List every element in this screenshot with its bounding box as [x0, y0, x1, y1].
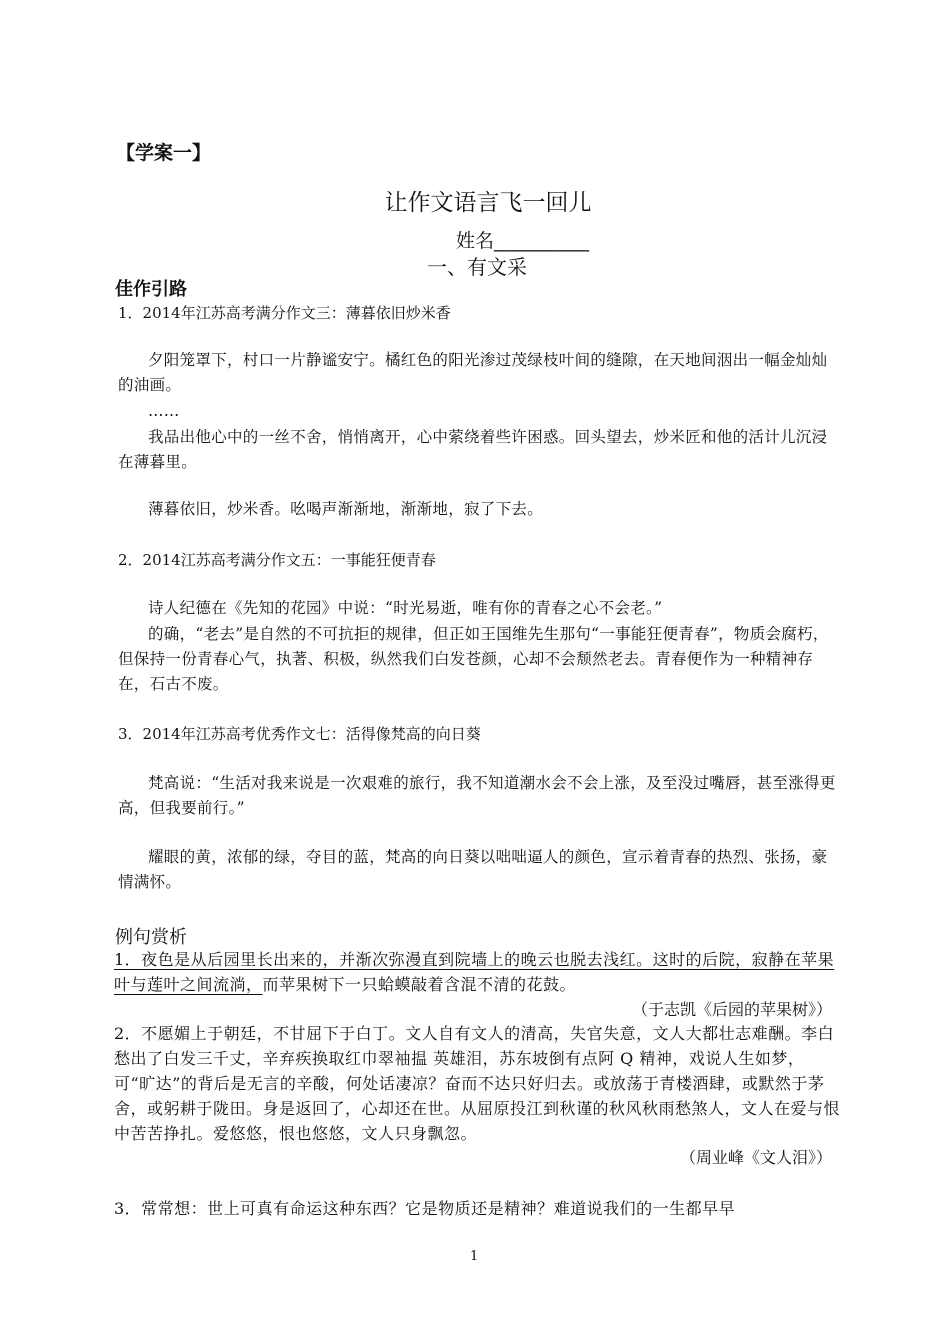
- example-2-source: （周业峰《文人泪》）: [679, 1148, 832, 1167]
- essay-2-paragraph-2: 的确，“老去”是自然的不可抗拒的规律，但正如王国维先生那句“一事能狂便青春”，物质会腐朽，但保持一份青春心气，执著、积极，纵然我们白发苍颜，心却不会颓然老去。青春便作为一种精神存在，石古不废。: [118, 625, 829, 693]
- example-1: [114, 947, 842, 997]
- essay-3-paragraph-1: 梵高说：“生活对我来说是一次艰难的旅行，我不知道潮水会不会上涨，及至没过嘴唇，甚至涨得更高，但我要前行。”: [118, 774, 836, 817]
- essay-1-paragraph-3: 薄暮依旧，炒米香。吆喝声渐渐地，渐渐地，寂了下去。: [148, 500, 544, 518]
- essay-1-paragraph-1: 夕阳笼罩下，村口一片静谧安宁。橘红色的阳光渗过茂绿枝叶间的缝隙，在天地间洇出一幅金灿灿的油画。: [118, 351, 828, 394]
- page-number: 1: [470, 1249, 479, 1264]
- essay-2-label: 2．2014江苏高考满分作文五：一事能狂便青春: [118, 551, 436, 569]
- example-1-source: （于志凯《后园的苹果树》）: [631, 1000, 832, 1019]
- essay-1-paragraph-2: 我品出他心中的一丝不舍，悄悄离开，心中萦绕着些许困惑。回头望去，炒米匠和他的活计儿沉浸在薄暮里。: [118, 428, 828, 471]
- section-title: 一、有文采: [427, 255, 527, 279]
- essay-2-paragraph-1: 诗人纪德在《先知的花园》中说：“时光易逝，唯有你的青春之心不会老。”: [148, 599, 663, 617]
- example-2: 2．不愿媚上于朝廷，不甘屈下于白丁。文人自有文人的清高，失官失意，文人大都壮志难酬。李白愁出了白发三千丈，辛弃疾换取红巾翠袖揾 英雄泪，苏东坡倒有点阿 Q 精神，戏说人生如梦，可“旷达”的背后是无言的辛酸，何处话凄凉？奋而不达只好归去。或放荡于青楼酒肆，或默然于茅舍，或躬耕于陇田。身是返回了，心却还在世。从屈原投江到秋谨的秋风秋雨愁煞人，文人在爱与恨中苦苦挣扎。爱悠悠，恨也悠悠，文人只身飘忽。: [114, 1024, 841, 1143]
- essay-3-label: 3．2014年江苏高考优秀作文七：活得像梵高的向日葵: [118, 725, 481, 743]
- part1-heading: 佳作引路: [115, 279, 187, 300]
- essay-1-ellipsis: ……: [148, 402, 180, 420]
- example-1-rest: 而苹果树下一只蛤蟆敲着含混不清的花鼓。: [262, 975, 577, 994]
- example-3: 3．常常想：世上可真有命运这种东西？它是物质还是精神？难道说我们的一生都早早: [114, 1199, 736, 1218]
- header-tag: 【学案一】: [116, 142, 212, 164]
- part2-heading: 例句赏析: [115, 927, 187, 948]
- page-title: 让作文语言飞一回儿: [384, 190, 592, 216]
- essay-3-paragraph-2: 耀眼的黄，浓郁的绿，夺目的蓝，梵高的向日葵以咄咄逼人的颜色，宣示着青春的热烈、张扬，豪情满怀。: [118, 848, 828, 891]
- name-field-label: 姓名__________: [456, 230, 590, 252]
- example-1-underlined: 1．夜色是从后园里长出来的，并渐次弥漫直到院墙上的晚云也脱去浅红。这时的后院，寂静在苹果叶与莲叶之间流淌，: [114, 950, 835, 994]
- essay-1-label: 1．2014年江苏高考满分作文三：薄暮依旧炒米香: [118, 304, 451, 322]
